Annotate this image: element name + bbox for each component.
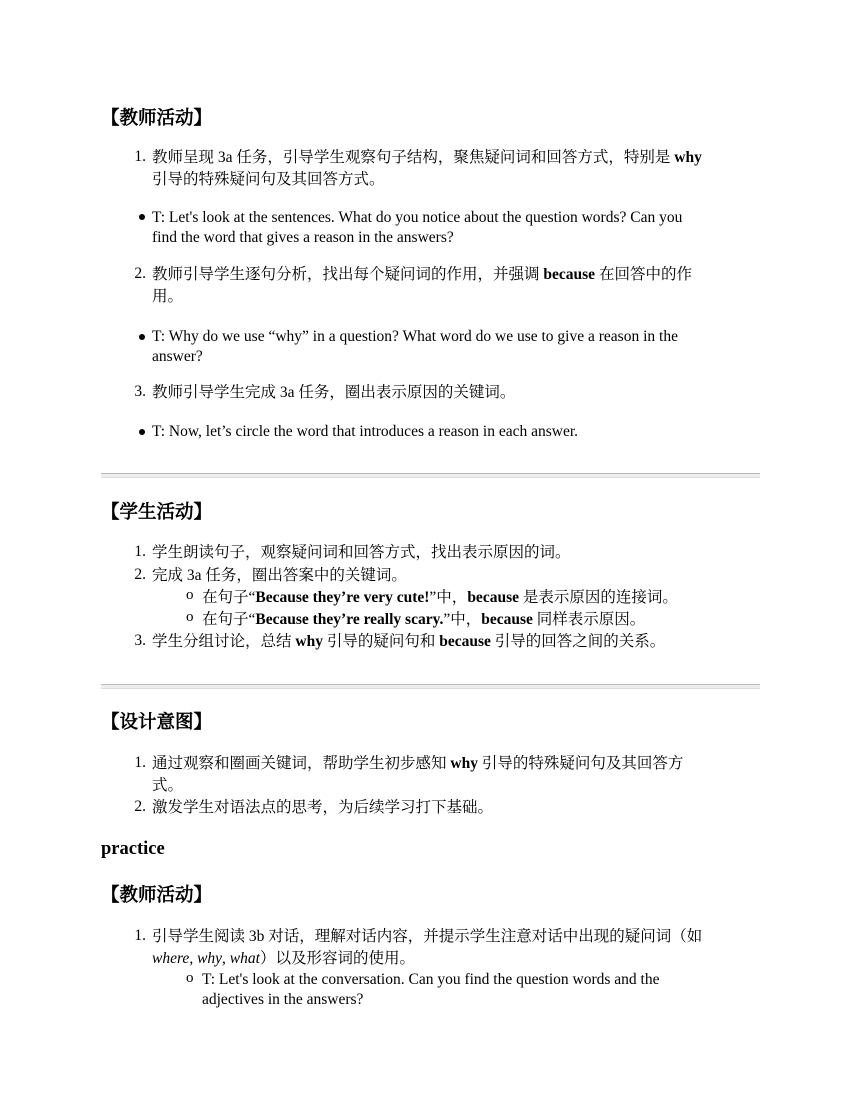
section-heading-design-intent: 【设计意图】 — [101, 713, 213, 733]
sub-item-text: 在句子“Because they’re very cute!”中，because 是表示原因的连接词。 — [202, 589, 678, 606]
list-item-text: 式。 — [152, 777, 184, 794]
sub-item-text: 在句子“Because they’re really scary.”中，because 同样表示原因。 — [202, 611, 646, 628]
list-number: 1. — [134, 927, 146, 944]
bullet-icon — [139, 429, 145, 435]
bullet-text: answer? — [152, 348, 203, 365]
sub-item-text: adjectives in the answers? — [202, 991, 364, 1008]
bullet-text: T: Let's look at the sentences. What do you notice about the question words? Can you — [152, 209, 683, 226]
bullet-icon — [139, 334, 145, 340]
bullet-text: T: Why do we use “why” in a question? What word do we use to give a reason in the — [152, 328, 678, 345]
bullet-icon — [139, 214, 145, 220]
list-number: 3. — [134, 383, 146, 400]
circle-bullet-icon: o — [186, 587, 194, 603]
circle-bullet-icon: o — [186, 609, 194, 625]
bullet-text: T: Now, let’s circle the word that introduces a reason in each answer. — [152, 423, 579, 440]
list-item-text: 教师引导学生逐句分析，找出每个疑问词的作用，并强调 because 在回答中的作 — [152, 266, 692, 283]
list-item-text: 通过观察和圈画关键词，帮助学生初步感知 why 引导的特殊疑问句及其回答方 — [152, 755, 684, 772]
list-number: 1. — [134, 754, 146, 771]
bullet-text: find the word that gives a reason in the answers? — [152, 229, 454, 246]
section-heading-student-activity: 【学生活动】 — [101, 503, 213, 523]
list-item-text: 引导学生阅读 3b 对话，理解对话内容，并提示学生注意对话中出现的疑问词（如 — [152, 928, 703, 945]
section-heading-teacher-activity-2: 【教师活动】 — [101, 886, 213, 906]
list-number: 3. — [134, 632, 146, 649]
list-number: 1. — [134, 148, 146, 165]
horizontal-divider — [101, 684, 760, 689]
sub-item-text: T: Let's look at the conversation. Can you find the question words and the — [202, 971, 660, 988]
section-heading-teacher-activity: 【教师活动】 — [101, 109, 213, 129]
list-number: 1. — [134, 543, 146, 560]
list-item-text: 教师呈现 3a 任务，引导学生观察句子结构，聚焦疑问词和回答方式，特别是 why — [152, 149, 702, 166]
practice-heading: practice — [101, 839, 165, 859]
list-item-text: 引导的特殊疑问句及其回答方式。 — [152, 171, 385, 188]
list-number: 2. — [134, 798, 146, 815]
list-item-text: 教师引导学生完成 3a 任务，圈出表示原因的关键词。 — [152, 384, 516, 401]
list-item-text: 学生分组讨论，总结 why 引导的疑问句和 because 引导的回答之间的关系。 — [152, 633, 666, 650]
circle-bullet-icon: o — [186, 970, 194, 986]
list-item-text: where, why, what）以及形容词的使用。 — [152, 950, 415, 967]
list-item-text: 用。 — [152, 288, 184, 305]
list-item-text: 激发学生对语法点的思考，为后续学习打下基础。 — [152, 799, 494, 816]
list-item-text: 学生朗读句子，观察疑问词和回答方式，找出表示原因的词。 — [152, 544, 571, 561]
horizontal-divider — [101, 473, 760, 478]
list-number: 2. — [134, 265, 146, 282]
list-number: 2. — [134, 566, 146, 583]
list-item-text: 完成 3a 任务，圈出答案中的关键词。 — [152, 567, 407, 584]
